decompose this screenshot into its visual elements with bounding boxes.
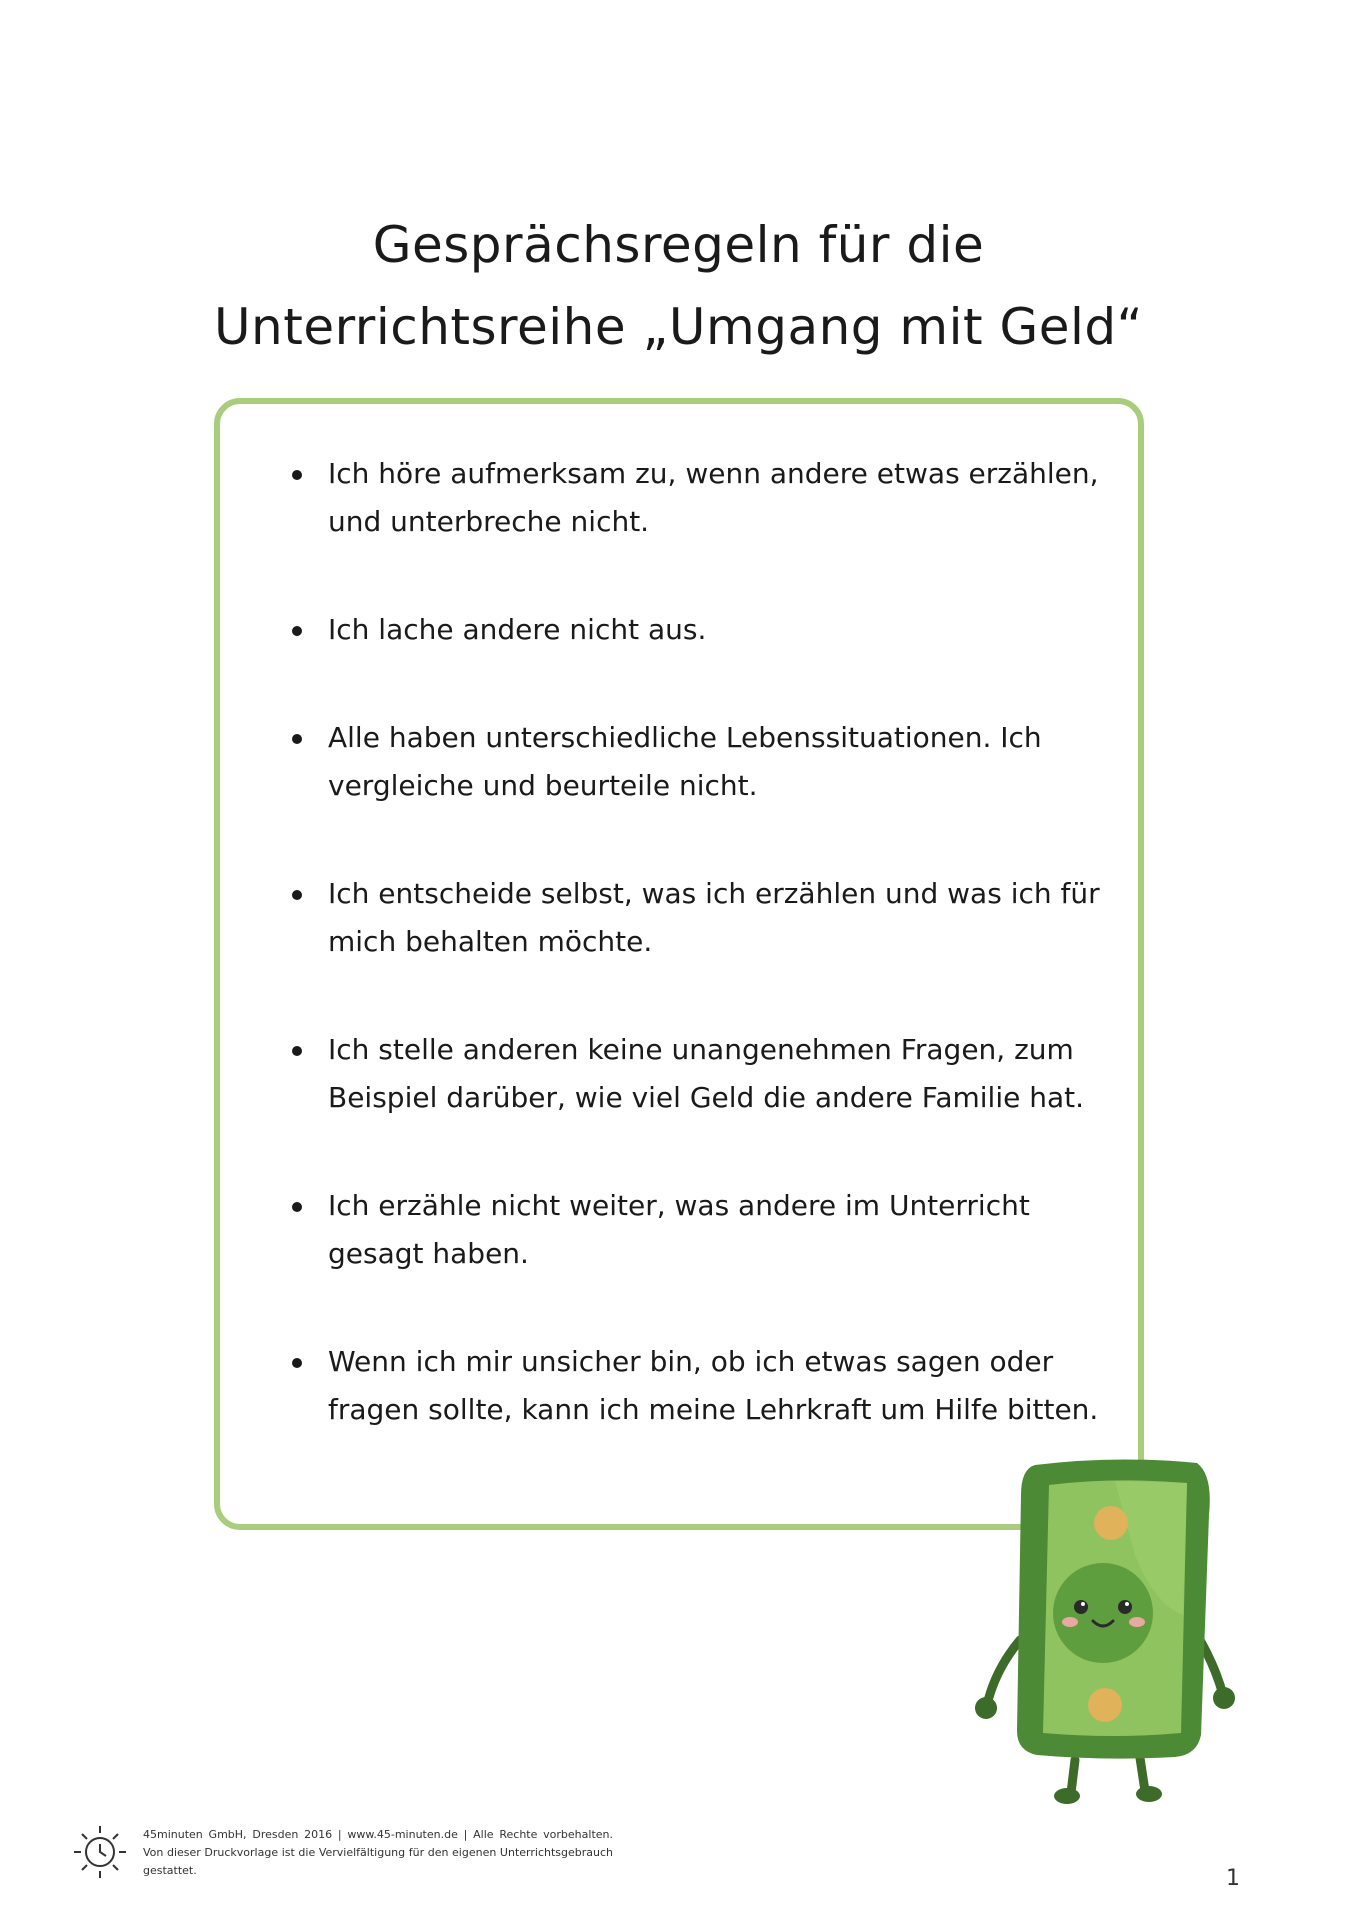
page-number: 1 <box>1226 1866 1240 1891</box>
rule-item: Ich höre aufmerksam zu, wenn andere etwas erzählen, und unterbreche nicht. <box>284 450 1104 546</box>
money-bill-mascot-icon <box>965 1455 1245 1815</box>
rule-item: Alle haben unterschiedliche Lebenssituationen. Ich vergleiche und beurteile nicht. <box>284 714 1104 810</box>
page-title <box>0 204 1357 368</box>
rule-item: Ich erzähle nicht weiter, was andere im Unterricht gesagt haben. <box>284 1182 1104 1278</box>
sun-clock-logo-icon <box>70 1822 130 1882</box>
rule-item: Wenn ich mir unsicher bin, ob ich etwas sagen oder fragen sollte, kann ich meine Lehrkraft um Hilfe bitten. <box>284 1338 1104 1434</box>
rule-item: Ich entscheide selbst, was ich erzählen und was ich für mich behalten möchte. <box>284 870 1104 966</box>
rules-list <box>284 450 1104 1494</box>
rule-item: Ich lache andere nicht aus. <box>284 606 1104 654</box>
rule-item: Ich stelle anderen keine unangenehmen Fragen, zum Beispiel darüber, wie viel Geld die andere Familie hat. <box>284 1026 1104 1122</box>
page-title-line-2: Unterrichtsreihe „Umgang mit Geld“ <box>213 297 1144 356</box>
page-title-line-1: Gesprächsregeln für die <box>372 215 985 274</box>
footer-copyright: 45minuten GmbH, Dresden 2016 | www.45-minuten.de | Alle Rechte vorbehalten. Von dieser Druckvorlage ist die Vervielfältigung für den eigenen Unterrichtsgebrauch gestattet. <box>143 1828 613 1877</box>
